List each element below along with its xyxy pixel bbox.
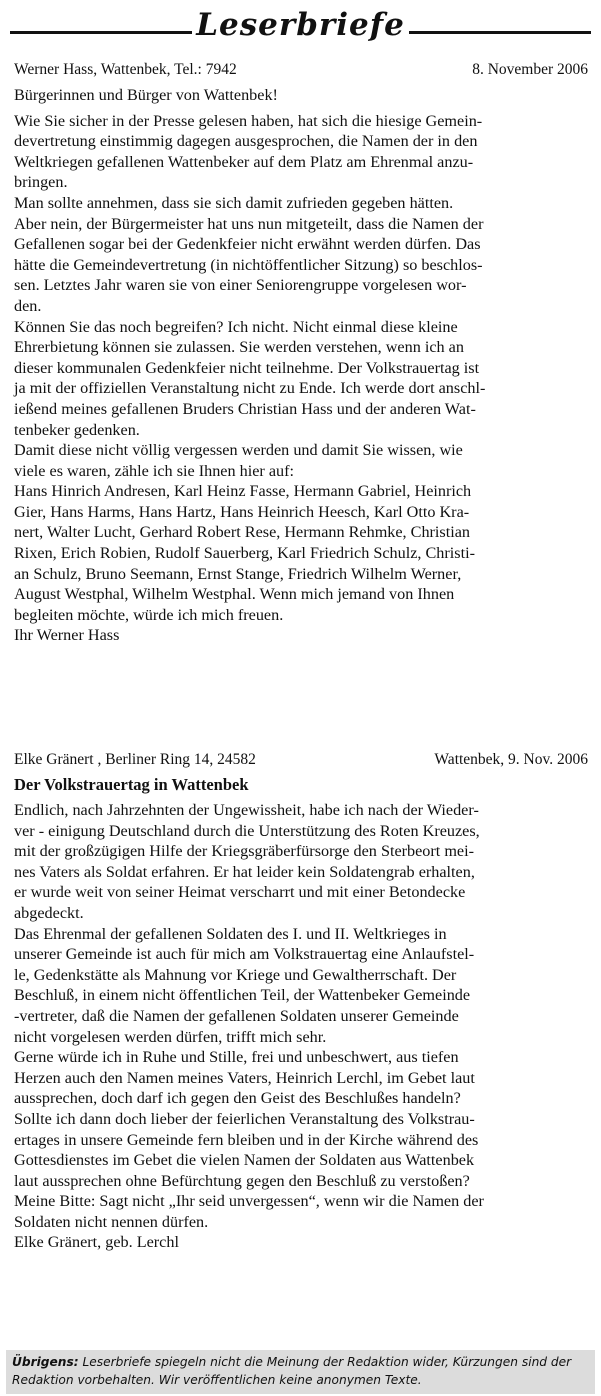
text-line: le, Gedenkstätte als Mahnung vor Kriege und Gewaltherrschaft. Der bbox=[14, 965, 457, 984]
text-line: laut aussprechen ohne Befürchtung gegen den Beschluß zu verstoßen? bbox=[14, 1171, 470, 1190]
text-line: ertages in unsere Gemeinde fern bleiben und in der Kirche während des bbox=[14, 1130, 479, 1149]
text-line: bringen. bbox=[14, 173, 68, 192]
text-line: begleiten möchte, würde ich mich freuen. bbox=[14, 605, 284, 624]
text-line: ja mit der offiziellen Veranstaltung nicht zu Ende. Ich werde dort anschl- bbox=[14, 379, 486, 398]
letter-paragraph bbox=[14, 800, 588, 1253]
text-line: devertretung einstimmig dagegen ausgesprochen, die Namen der in den bbox=[14, 132, 478, 151]
text-line: Gerne würde ich in Ruhe und Stille, frei und unbeschwert, aus tiefen bbox=[14, 1048, 459, 1067]
text-line: Rixen, Erich Robien, Rudolf Sauerberg, Karl Friedrich Schulz, Christi- bbox=[14, 544, 475, 563]
text-line: Gottesdienstes im Gebet die vielen Namen der Soldaten aus Wattenbek bbox=[14, 1151, 475, 1170]
text-line: Das Ehrenmal der gefallenen Soldaten des I. und II. Weltkrieges in bbox=[14, 924, 447, 943]
letter-werner-hass bbox=[14, 60, 588, 646]
letter-meta bbox=[14, 60, 588, 80]
letter-salutation: Bürgerinnen und Bürger von Wattenbek! bbox=[14, 86, 278, 104]
text-line: tenbeker gedenken. bbox=[14, 420, 140, 439]
editorial-note-text: Redaktion vorbehalten. Wir veröffentlichen keine anonymen Texte. bbox=[12, 1373, 422, 1387]
text-line: unserer Gemeinde ist auch für mich am Volkstrauertag eine Anlaufstel- bbox=[14, 945, 475, 964]
text-line: dieser kommunalen Gedenkfeier nicht teilnehme. Der Volkstrauertag ist bbox=[14, 358, 480, 377]
text-line: er wurde weit von seiner Heimat verscharrt und mit einer Betondecke bbox=[14, 883, 466, 902]
text-line: Können Sie das noch begreifen? Ich nicht. Nicht einmal diese kleine bbox=[14, 317, 458, 336]
text-line: Hans Hinrich Andresen, Karl Heinz Fasse, Hermann Gabriel, Heinrich bbox=[14, 482, 472, 501]
text-line: Soldaten nicht nennen dürfen. bbox=[14, 1212, 209, 1231]
letter-author: Werner Hass, Wattenbek, Tel.: 7942 bbox=[14, 61, 237, 78]
text-line: hätte die Gemeindevertretung (in nichtöffentlicher Sitzung) so beschlos- bbox=[14, 255, 483, 274]
section-header bbox=[10, 2, 591, 48]
text-line: Endlich, nach Jahrzehnten der Ungewissheit, habe ich nach der Wieder- bbox=[14, 801, 479, 819]
letter-elke-graenert bbox=[14, 750, 588, 1253]
letter-signature: Ihr Werner Hass bbox=[14, 626, 120, 645]
text-line: Gefallenen sogar bei der Gedenkfeier nicht erwähnt werden dürfen. Das bbox=[14, 235, 481, 254]
text-line: Damit diese nicht völlig vergessen werden und damit Sie wissen, wie bbox=[14, 441, 463, 460]
text-line: nert, Walter Lucht, Gerhard Robert Rese, Hermann Rehmke, Christian bbox=[14, 523, 471, 542]
letter-date: Wattenbek, 9. Nov. 2006 bbox=[434, 751, 588, 768]
text-line: mit der großzügigen Hilfe der Kriegsgräberfürsorge den Sterbeort mei- bbox=[14, 842, 474, 861]
header-rule-left bbox=[10, 31, 192, 34]
letter-author: Elke Gränert , Berliner Ring 14, 24582 bbox=[14, 751, 256, 768]
text-line: August Westphal, Wilhelm Westphal. Wenn mich jemand von Ihnen bbox=[14, 585, 455, 604]
text-line: sen. Letztes Jahr waren sie von einer Seniorengruppe vorgelesen wor- bbox=[14, 276, 467, 295]
text-line: nicht vorgelesen werden dürfen, trifft mich sehr. bbox=[14, 1027, 327, 1046]
text-line: viele es waren, zähle ich sie Ihnen hier auf: bbox=[14, 461, 295, 480]
text-line: Ehrerbietung können sie zulassen. Sie werden verstehen, wenn ich an bbox=[14, 338, 464, 357]
text-line: Aber nein, der Bürgermeister hat uns nun mitgeteilt, dass die Namen der bbox=[14, 214, 484, 233]
text-line: Man sollte annehmen, dass sie sich damit zufrieden gegeben hätten. bbox=[14, 193, 454, 212]
text-line: aussprechen, doch darf ich gegen den Geist des Beschlußes handeln? bbox=[14, 1089, 461, 1108]
text-line: -vertreter, daß die Namen der gefallenen Soldaten unserer Gemeinde bbox=[14, 1006, 459, 1025]
section-title: Leserbriefe bbox=[196, 7, 405, 43]
letter-date: 8. November 2006 bbox=[472, 61, 588, 78]
text-line: ießend meines gefallenen Bruders Christian Hass und der anderen Wat- bbox=[14, 399, 476, 418]
text-line: Herzen auch den Namen meines Vaters, Heinrich Lerchl, im Gebet laut bbox=[14, 1068, 475, 1087]
letter-paragraph bbox=[14, 111, 588, 646]
text-line: Beschluß, in einem nicht öffentlichen Teil, der Wattenbeker Gemeinde bbox=[14, 986, 471, 1005]
editorial-note-text: Leserbriefe spiegeln nicht die Meinung der Redaktion wider, Kürzungen sind der bbox=[78, 1355, 572, 1369]
text-line: Sollte ich dann doch lieber der feierlichen Veranstaltung des Volkstrau- bbox=[14, 1109, 475, 1128]
letter-signature: Elke Gränert, geb. Lerchl bbox=[14, 1233, 179, 1252]
text-line: an Schulz, Bruno Seemann, Ernst Stange, Friedrich Wilhelm Werner, bbox=[14, 564, 462, 583]
text-line: Weltkriegen gefallenen Wattenbeker auf dem Platz am Ehrenmal anzu- bbox=[14, 152, 474, 171]
text-line: nes Vaters als Soldat erfahren. Er hat leider kein Soldatengrab erhalten, bbox=[14, 862, 475, 881]
text-line: Wie Sie sicher in der Presse gelesen haben, hat sich die hiesige Gemein- bbox=[14, 111, 483, 130]
editorial-note bbox=[6, 1350, 595, 1394]
editorial-note-label: Übrigens: bbox=[12, 1355, 79, 1369]
text-line: Gier, Hans Harms, Hans Hartz, Hans Heinrich Heesch, Karl Otto Kra- bbox=[14, 502, 470, 521]
text-line: abgedeckt. bbox=[14, 903, 84, 922]
letter-meta bbox=[14, 750, 588, 770]
header-rule-right bbox=[409, 31, 591, 34]
text-line: Meine Bitte: Sagt nicht „Ihr seid unvergessen“, wenn wir die Namen der bbox=[14, 1192, 484, 1211]
text-line: ver - einigung Deutschland durch die Unterstützung des Roten Kreuzes, bbox=[14, 821, 480, 840]
text-line: den. bbox=[14, 296, 42, 315]
letter-headline: Der Volkstrauertag in Wattenbek bbox=[14, 775, 249, 794]
